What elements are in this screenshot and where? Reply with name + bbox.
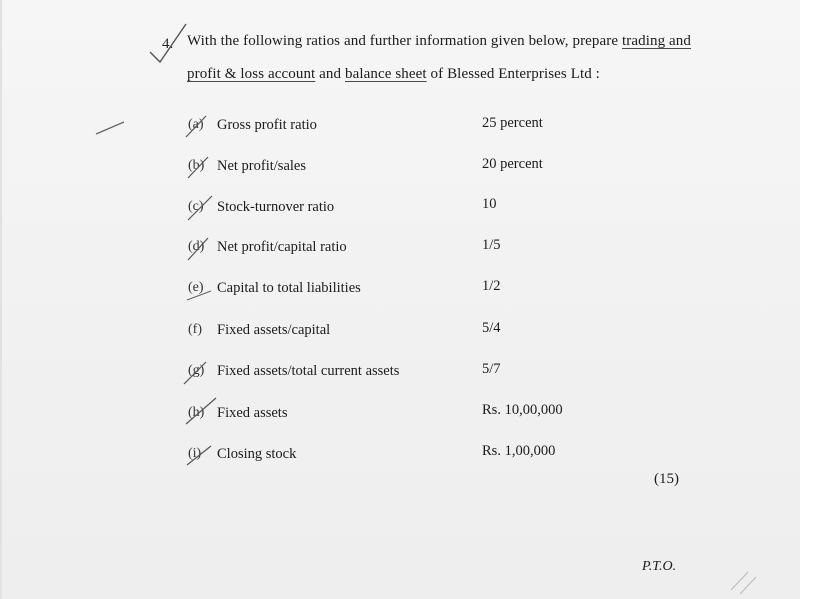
intro-underlined-trading: trading and	[621, 33, 691, 49]
item-value: Rs. 1,00,000	[482, 443, 556, 459]
item-value: 25 percent	[482, 115, 543, 131]
intro-line-1-text: With the following ratios and further information given below, prepare	[187, 33, 622, 49]
item-label: Fixed assets/total current assets	[217, 363, 400, 379]
intro-underlined-pl-account: profit & loss account	[187, 66, 316, 82]
item-label: Net profit/sales	[217, 158, 306, 174]
item-letter: (h)	[188, 405, 205, 420]
marks-label: (15)	[654, 471, 679, 487]
item-value: 1/2	[482, 278, 501, 294]
item-label: Gross profit ratio	[217, 117, 317, 133]
margin-tick-mark	[96, 122, 124, 134]
item-label: Net profit/capital ratio	[217, 239, 347, 255]
item-value: 5/7	[482, 361, 501, 377]
item-letter: (b)	[188, 158, 205, 173]
corner-scribble	[731, 572, 756, 594]
question-number: 4.	[162, 36, 174, 52]
item-value: 5/4	[482, 320, 501, 336]
item-letter: (e)	[188, 280, 204, 295]
item-label: Capital to total liabilities	[217, 280, 361, 296]
item-label: Closing stock	[217, 446, 297, 462]
item-letter: (d)	[188, 239, 205, 254]
item-value: 20 percent	[482, 156, 543, 172]
item-letter: (f)	[188, 322, 202, 337]
intro-line-2-tail: of Blessed Enterprises Ltd :	[426, 66, 600, 82]
item-letter: (g)	[188, 363, 205, 378]
item-label: Fixed assets	[217, 405, 288, 421]
item-value: 10	[482, 196, 497, 212]
item-label: Fixed assets/capital	[217, 322, 331, 338]
item-letter: (a)	[188, 117, 204, 132]
item-value: 1/5	[482, 237, 501, 253]
item-letter: (c)	[188, 199, 204, 214]
item-letter: (i)	[188, 446, 202, 461]
question-intro-line-2	[187, 66, 600, 83]
pto-label: P.T.O.	[642, 559, 677, 574]
item-value: Rs. 10,00,000	[482, 402, 563, 418]
intro-underlined-balance-sheet: balance sheet	[345, 66, 427, 82]
question-intro-line-1	[187, 33, 691, 50]
page-left-edge	[0, 0, 2, 599]
intro-line-2-middle: and	[315, 66, 345, 82]
item-label: Stock-turnover ratio	[217, 199, 335, 215]
page-right-margin	[800, 0, 828, 599]
